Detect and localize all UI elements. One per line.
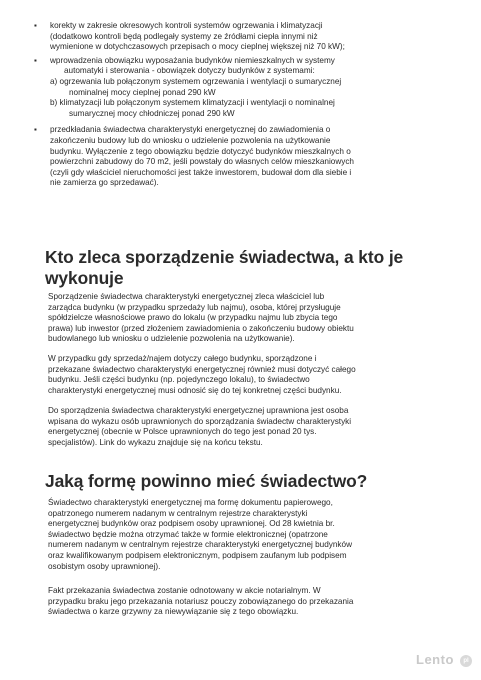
text-line: Do sporządzenia świadectwa charakterystyki energetycznej uprawniona jest osoba — [48, 406, 349, 415]
paragraph — [48, 586, 468, 618]
text-line: przedkładania świadectwa charakterystyki energetycznej do zawiadomienia o — [50, 125, 331, 135]
text-line: Fakt przekazania świadectwa zostanie odnotowany w akcie notarialnym. W — [48, 586, 321, 595]
bullet-list — [34, 21, 454, 192]
text-line: a) ogrzewania lub połączonym systemem ogrzewania i wentylacji o sumarycznej — [50, 76, 342, 86]
text-line: osobistym osoby uprawnionej). — [48, 561, 161, 571]
text-line: budowlanego lub wniosku o udzielenie pozwolenia na użytkowanie). — [48, 334, 295, 344]
heading-line: Jaką formę powinno mieć świadectwo? — [45, 471, 368, 491]
text-line: świadectwo będzie można otrzymać także w formie elektronicznej (opatrzone — [48, 529, 328, 539]
text-line: b) klimatyzacji lub połączonym systemem klimatyzacji i wentylacji o nominalnej — [50, 98, 335, 108]
text-line: spółdzielcze własnościowe prawo do lokalu (w przypadku najmu lub zbycia tego — [48, 313, 338, 323]
text-line: nominalnej mocy cieplnej ponad 290 kW — [69, 87, 216, 97]
text-line: Świadectwo charakterystyki energetycznej ma formę dokumentu papierowego, — [48, 498, 333, 507]
text-line: automatyki i sterowania - obowiązek dotyczy budynków z systemami: — [64, 66, 315, 76]
text-line: W przypadku gdy sprzedaż/najem dotyczy całego budynku, sporządzone i — [48, 354, 317, 363]
text-line: przypadku braku jego przekazania notariusz pouczy zobowiązanego do przekazania — [48, 596, 354, 606]
text-line: wymienione w dotychczasowych przepisach o mocy cieplnej większej niż 70 kW); — [50, 42, 345, 52]
text-line: wprowadzenia obowiązku wyposażania budynków niemieszkalnych w systemy — [50, 55, 335, 65]
text-line: opatrzonego numerem nadanym w centralnym rejestrze charakterystyki — [48, 508, 308, 518]
text-line: charakterystyki energetycznej musi odnosić się do tej konkretnej części budynku. — [48, 385, 342, 395]
text-line: korekty w zakresie okresowych kontroli systemów ogrzewania i klimatyzacji — [50, 21, 323, 30]
text-line: oraz kwalifikowanym podpisem elektronicznym, podpisem zaufanym lub podpisem — [48, 550, 347, 560]
text-line: (dodatkowo kontroli będą podlegały systemy ze źródłami ciepła innymi niż — [50, 31, 318, 41]
lento-watermark — [416, 652, 476, 668]
text-line: zakończeniu budowy lub do wniosku o udzielenie pozwolenia na użytkowanie — [50, 135, 331, 145]
bullet-dot: ▪ — [34, 125, 37, 135]
text-line: wpisana do wykazu osób uprawnionych do sporządzania świadectw charakterystyki — [48, 416, 352, 426]
bullet-dot: ▪ — [34, 55, 37, 65]
watermark-text: Lento — [416, 652, 454, 667]
text-line: zarządca budynku (w przypadku sprzedaży lub najmu), osoba, której przysługuje — [48, 302, 341, 312]
heading-line: wykonuje — [45, 268, 124, 288]
heading-line: Kto zleca sporządzenie świadectwa, a kto je — [45, 247, 404, 267]
bullet-dot: ▪ — [34, 21, 37, 30]
paragraph — [48, 406, 468, 448]
text-line: (czyli gdy właściciel nieruchomości jest także inwestorem, budował dom dla siebie i — [50, 167, 352, 177]
text-line: budynku. Jeśli części budynku (np. pojedynczego lokalu), to świadectwo — [48, 375, 310, 385]
text-line: sumarycznej mocy chłodniczej ponad 290 kW — [69, 108, 235, 118]
text-line: prawa) lub inwestor (przed złożeniem zawiadomienia o zakończeniu budowy obiektu — [48, 323, 354, 333]
paragraph — [48, 354, 468, 396]
text-line: energetycznej (obecnie w Polsce uprawnionych do tego jest ponad 20 tys. — [48, 427, 317, 437]
paragraph — [48, 498, 468, 572]
section-heading — [45, 247, 403, 289]
list-item — [34, 125, 454, 189]
section-heading — [45, 471, 367, 492]
text-line: energetycznej budynków oraz podpisem osoby uprawnionej. Od 28 kwietnia br. — [48, 519, 335, 529]
list-item — [34, 56, 454, 120]
paragraph — [48, 292, 468, 345]
list-item — [34, 21, 454, 53]
text-line: powierzchni zabudowy do 70 m2, jeśli powstały do własnych celów mieszkaniowych — [50, 157, 354, 167]
text-line: numerem nadanym w centralnym rejestrze charakterystyki energetycznej budynków — [48, 540, 352, 550]
text-line: budynku. Wyłączenie z tego obowiązku będzie dotyczyć budynków mieszkalnych o — [50, 146, 351, 156]
text-line: nie zamierza go sprzedawać). — [50, 178, 159, 188]
text-line: Sporządzenie świadectwa charakterystyki energetycznej zleca właściciel lub — [48, 292, 325, 301]
text-line: specjalistów). Link do wykazu znajduje się na końcu tekstu. — [48, 437, 263, 447]
watermark-badge: pl — [460, 655, 472, 667]
text-line: przekazane świadectwo charakterystyki energetycznej również musi dotyczyć całego — [48, 364, 356, 374]
text-line: świadectwa o karze grzywny za niewywiązanie się z tego obowiązku. — [48, 607, 299, 617]
